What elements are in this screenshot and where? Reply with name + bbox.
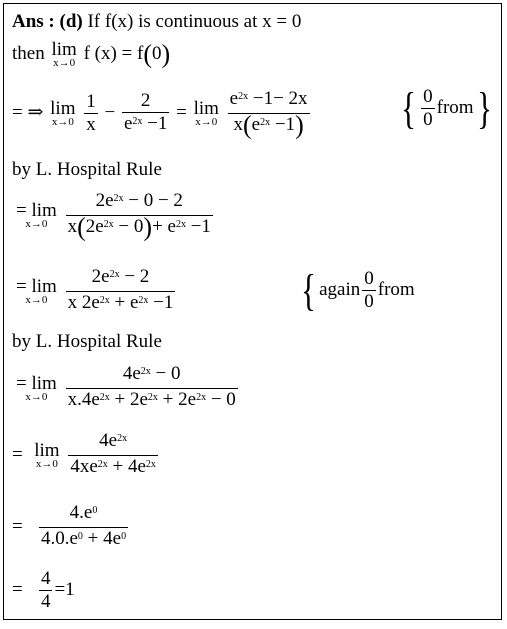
final-fraction: $\frac{4}{4}$: [40, 568, 51, 612]
equals-sign: =: [12, 578, 23, 600]
limit-step-1: [12, 88, 312, 139]
continuity-condition: then lim x→0 f (x) = f(0): [12, 39, 171, 69]
limit-operator: = lim x→0: [16, 373, 57, 403]
answer-heading: [12, 11, 301, 33]
limit-step-4: [14, 363, 240, 414]
equals-sign: =: [12, 515, 23, 537]
limit-operator: lim x→0: [51, 39, 77, 69]
then-text: then: [12, 42, 45, 64]
limit-operator: lim x→0: [50, 98, 76, 128]
limit-operator: lim x→0: [34, 440, 60, 470]
fraction-2-over-exp: $\frac{2}{e^{2x} -1}$: [122, 90, 169, 138]
limit-operator: lim x→0: [193, 98, 219, 128]
simplified-fraction: $\frac{2e^{2x} - 2}{x 2e^{2x} + e^{2x} -1}$: [66, 266, 176, 317]
method-note-2: by L. Hospital Rule: [12, 331, 162, 352]
continuity-expression: f (x) = f: [83, 42, 144, 64]
zero-arg: 0: [152, 42, 162, 64]
indeterminate-form-note: { $\frac{0}{0}$ from}: [401, 83, 492, 133]
implies-sign: = ⇒: [12, 101, 44, 123]
equals-sign: =: [12, 443, 23, 465]
limit-operator: = lim x→0: [16, 200, 57, 230]
substituted-fraction: $\frac{4.e^0}{4.0.e^0 + 4e^0}$: [39, 502, 128, 553]
answer-intro: If f(x) is continuous at x = 0: [82, 11, 302, 32]
answer-label: Ans : (d): [12, 11, 83, 32]
derivative-fraction-2: $\frac{4e^{2x} - 0}{x.4e^{2x} + 2e^{2x} + 2e^{2x} - 0}$: [66, 363, 238, 414]
fraction-1-over-x: $\frac{1}{x}$: [86, 91, 96, 135]
collected-fraction: $\frac{4e^{2x}}{4xe^{2x} + 4e^{2x}}$: [68, 430, 158, 481]
result-value: =1: [54, 578, 75, 600]
derivative-fraction-1: $\frac{2e^{2x} - 0 - 2}{x(2e^{2x} - 0)+ e^{2x} -1}$: [67, 190, 211, 242]
final-result: [12, 568, 75, 613]
limit-step-3: [14, 266, 177, 317]
method-note-1: by L. Hospital Rule: [12, 159, 162, 180]
minus-sign: −: [104, 101, 116, 123]
limit-step-2: [14, 190, 215, 241]
again-indeterminate-note: { again $\frac{0}{0}$ from: [301, 265, 415, 315]
equals-sign: =: [176, 101, 187, 123]
limit-step-5: [12, 430, 160, 481]
substitution-step: [12, 502, 130, 553]
combined-fraction: $\frac{e^{2x} -1- 2x}{x(e^{2x} -1)}$: [229, 88, 308, 140]
limit-operator: = lim x→0: [16, 276, 57, 306]
